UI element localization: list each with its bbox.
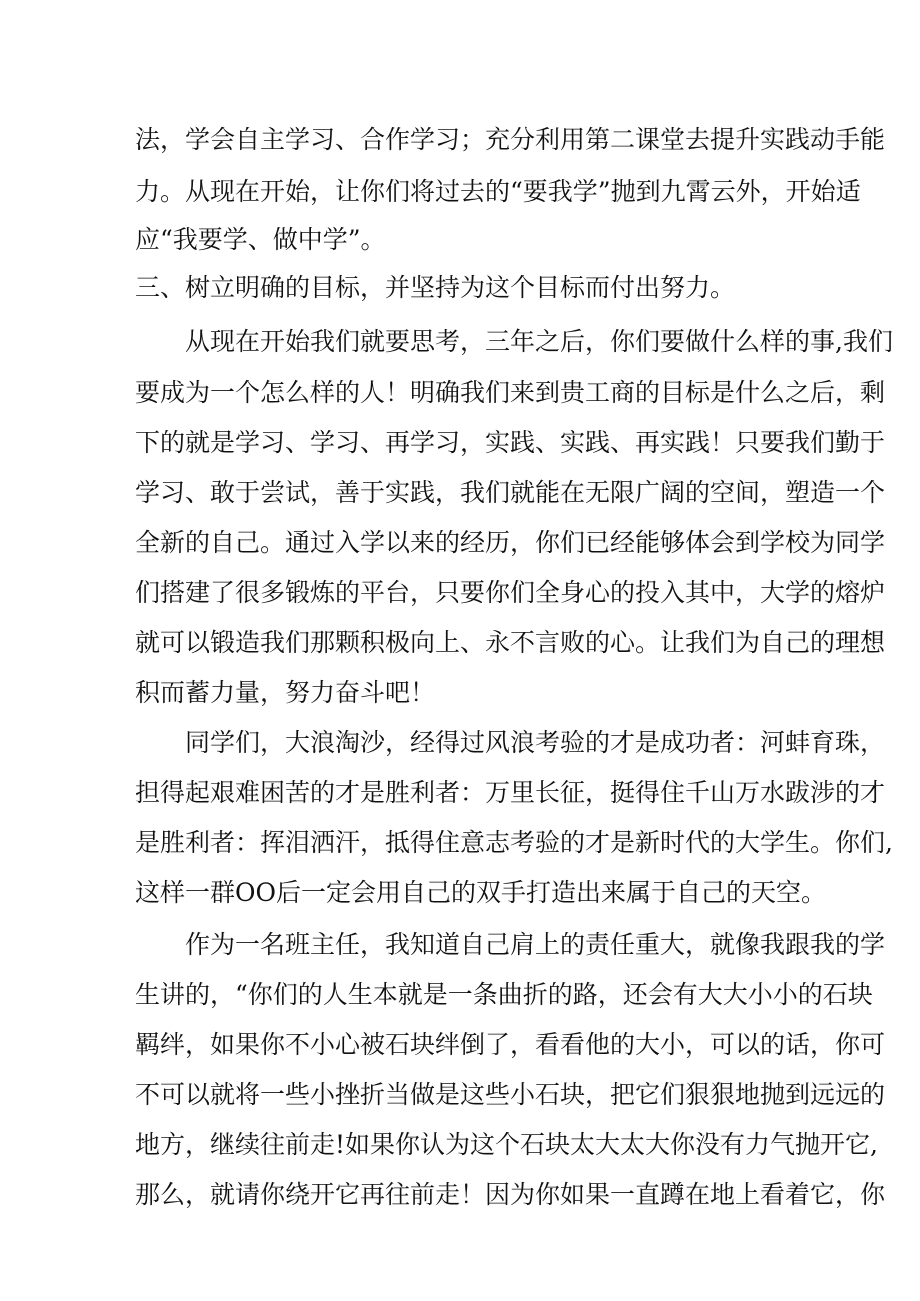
text-line-9: 全新的自己。通过入学以来的经历，你们已经能够体会到学校为同学 [135,528,886,557]
text-line-14: 担得起艰难困苦的才是胜利者：万里长征，挺得住千山万水跋涉的才 [135,778,886,807]
text-line-7: 下的就是学习、学习、再学习，实践、实践、再实践！只要我们勤于 [135,428,886,457]
text-line-22: 那么，就请你绕开它再往前走！因为你如果一直蹲在地上看着它，你 [135,1180,886,1209]
text-line-3: 应“我要学、做中学”。 [135,225,386,254]
text-line-19: 羁绊，如果你不小心被石块绊倒了，看看他的大小，可以的话，你可 [135,1030,886,1059]
text-line-6: 要成为一个怎么样的人！明确我们来到贵工商的目标是什么之后，剩 [135,378,886,407]
text-line-17: 作为一名班主任，我知道自己肩上的责任重大，就像我跟我的学 [185,930,886,959]
text-line-15: 是胜利者：挥泪洒汗，抵得住意志考验的才是新时代的大学生。你们, [135,828,893,857]
text-line-11: 就可以锻造我们那颗积极向上、永不言败的心。让我们为自己的理想 [135,628,886,657]
text-line-13: 同学们，大浪淘沙，经得过风浪考验的才是成功者：河蚌育珠， [185,728,886,757]
text-line-5: 从现在开始我们就要思考，三年之后，你们要做什么样的事,我们 [185,327,893,356]
text-line-8: 学习、敢于尝试，善于实践，我们就能在无限广阔的空间，塑造一个 [135,478,886,507]
text-line-20: 不可以就将一些小挫折当做是这些小石块，把它们狠狠地抛到远远的 [135,1080,886,1109]
text-line-18: 生讲的，“你们的人生本就是一条曲折的路，还会有大大小小的石块 [135,980,873,1009]
text-line-21: 地方，继续往前走!如果你认为这个石块太大太大你没有力气抛开它, [135,1130,878,1159]
section-heading: 三、树立明确的目标，并坚持为这个目标而付出努力。 [135,273,736,302]
text-line-1: 法，学会自主学习、合作学习；充分利用第二课堂去提升实践动手能 [135,125,886,154]
text-line-12: 积而蓄力量，努力奋斗吧！ [135,678,436,707]
text-line-16: 这样一群OO后一定会用自己的双手打造出来属于自己的天空。 [135,878,826,907]
text-line-2: 力。从现在开始，让你们将过去的“要我学”抛到九霄云外，开始适 [135,177,861,206]
text-line-10: 们搭建了很多锻炼的平台，只要你们全身心的投入其中，大学的熔炉 [135,578,886,607]
